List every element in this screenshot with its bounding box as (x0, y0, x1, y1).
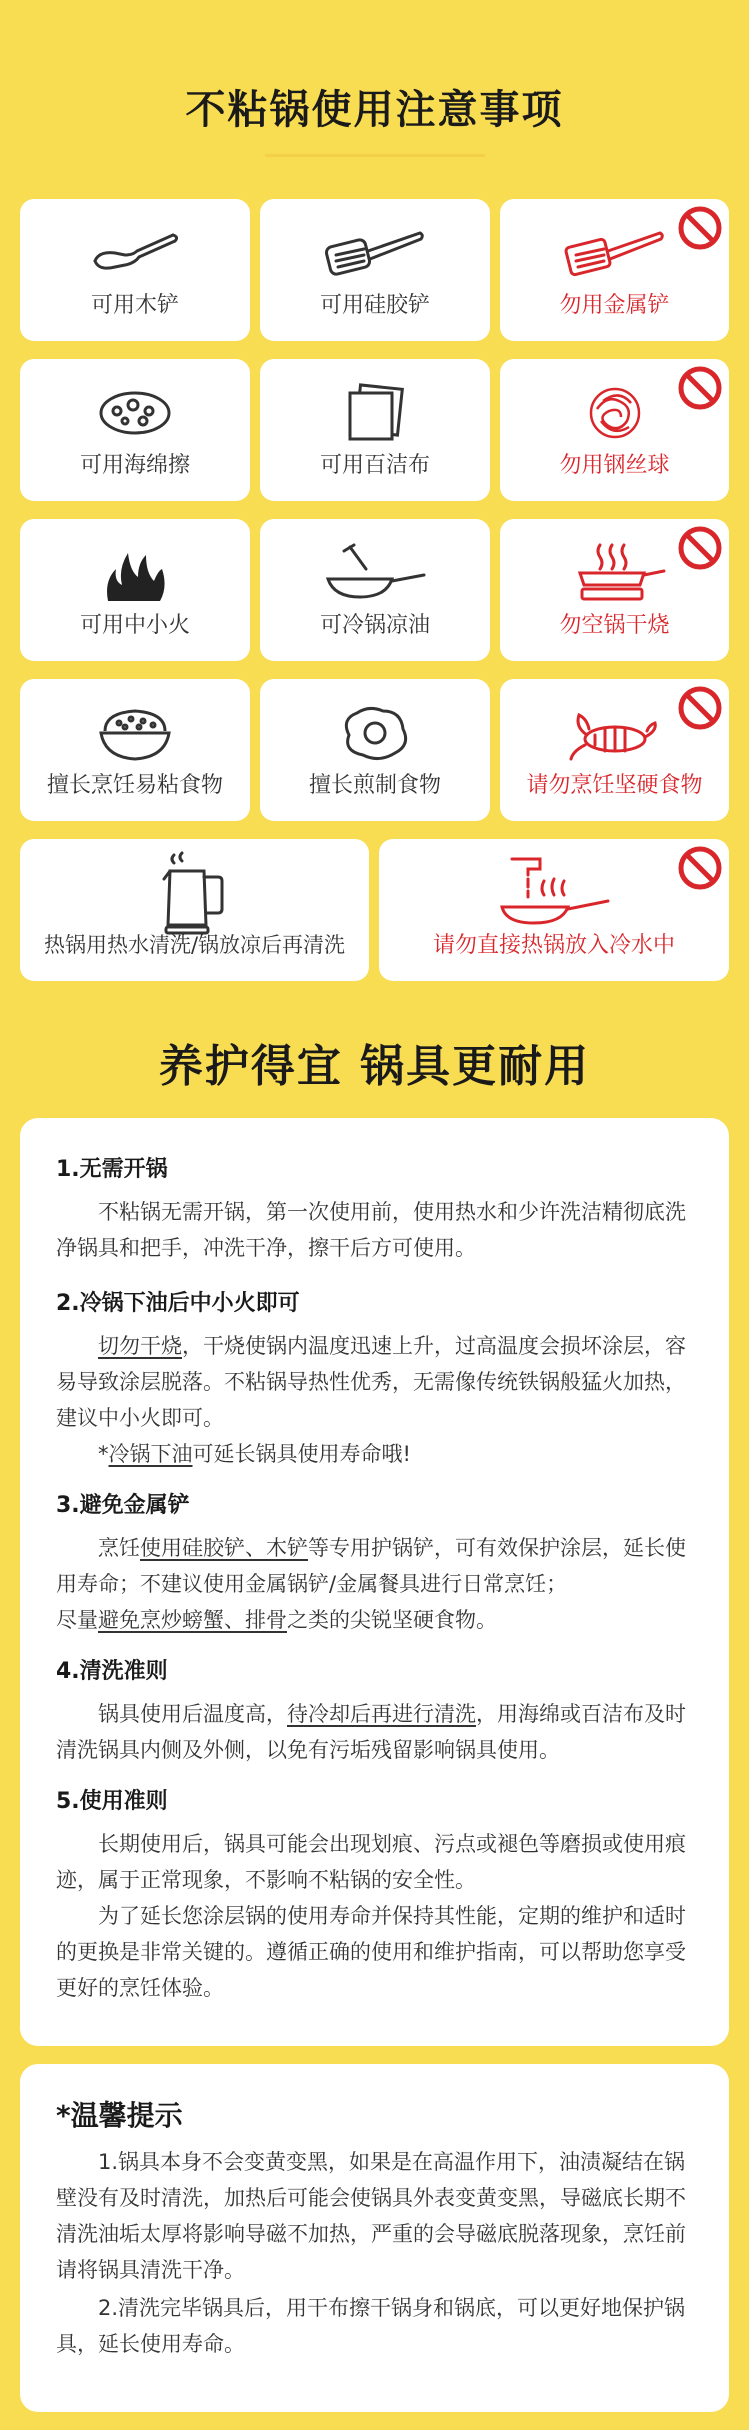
section-text-part: 可延长锅具使用寿命哦! (192, 1442, 411, 1466)
section-text (56, 1530, 696, 1602)
card-sticky-food (20, 679, 250, 821)
page-title: 不粘锅使用注意事项 (185, 87, 564, 133)
card-label: 可用木铲 (90, 293, 179, 318)
note-star: * (98, 1442, 109, 1466)
section-text-part: 烹饪 (98, 1536, 140, 1560)
steel-wool-icon (583, 381, 647, 449)
prohibited-icon (677, 845, 723, 895)
card-label: 勿空锅干烧 (559, 613, 670, 638)
section-text-part: ，干烧使锅内温度迅速上升，过高温度会损坏涂层，容易导致涂层脱落。不粘锅导热性优秀，无需像传统铁锅般猛火加热，建议中小火即可。 (56, 1334, 686, 1430)
card-label: 可用硅胶铲 (319, 293, 430, 318)
section-note (56, 1436, 696, 1472)
section-heading: 1.无需开锅 (56, 1157, 168, 1182)
section-heading: 3.避免金属铲 (56, 1493, 190, 1518)
section-heading: 5.使用准则 (56, 1789, 168, 1814)
underlined-text: 避免烹炒螃蟹、排骨 (98, 1608, 287, 1632)
card-cold-pan-oil (260, 519, 490, 661)
prohibited-icon (677, 205, 723, 255)
section-text-part: 等专用护锅铲，可有效保护涂层，延长使用寿命；不建议使用金属锅铲/金属餐具进行日常烹饪； (56, 1536, 686, 1596)
tips-text (56, 2290, 696, 2362)
card-no-dry-burning (500, 519, 729, 661)
card-hot-water-clean (20, 839, 369, 981)
underlined-text: 使用硅胶铲、木铲 (140, 1536, 308, 1560)
card-medium-low-heat (20, 519, 250, 661)
silicone-spatula-icon (320, 221, 430, 285)
card-silicone-spatula (260, 199, 490, 341)
section-text-part: 长期使用后，锅具可能会出现划痕、污点或褪色等磨损或使用痕迹，属于正常现象，不影响不粘锅的安全性。 (56, 1832, 686, 1892)
card-label: 可用中小火 (79, 613, 190, 638)
care-section-title: 养护得宜 锅具更耐用 (158, 1041, 591, 1092)
card-label: 可用百洁布 (319, 453, 430, 478)
empty-pan-burning-icon (560, 541, 670, 609)
section-text-part: 为了延长您涂层锅的使用寿命并保持其性能，定期的维护和适时的更换是非常关键的。遵循正确的使用和维护指南，可以帮助您享受更好的烹饪体验。 (56, 1904, 686, 2000)
metal-spatula-icon (560, 221, 670, 285)
section-text-part: 尽量 (56, 1608, 98, 1632)
prohibited-icon (677, 525, 723, 575)
card-label: 可用海绵擦 (79, 453, 190, 478)
lobster-icon (565, 701, 665, 769)
prohibited-icon (677, 365, 723, 415)
card-sponge (20, 359, 250, 501)
rice-bowl-icon (95, 701, 175, 769)
tips-text-part: 1.锅具本身不会变黄变黑，如果是在高温作用下，油渍凝结在锅壁没有及时清洗，加热后可能会使锅具外表变黄变黑，导磁底长期不清洗油垢太厚将影响导磁不加热，严重的会导磁底脱落现象，烹饪前请将锅具清洗干净。 (56, 2150, 686, 2282)
underlined-text: 冷锅下油 (108, 1442, 193, 1466)
tips-text (56, 2144, 696, 2288)
tips-heading: *温馨提示 (56, 2099, 183, 2132)
section-text (56, 1696, 696, 1768)
card-steel-wool (500, 359, 729, 501)
underlined-text: 待冷却后再进行清洗 (287, 1702, 476, 1726)
section-text-part: 之类的尖锐坚硬食物。 (287, 1608, 497, 1632)
tips-text-part: 2.清洗完毕锅具后，用干布擦干锅身和锅底，可以更好地保护锅具，延长使用寿命。 (56, 2296, 686, 2356)
card-frying-food (260, 679, 490, 821)
section-text (56, 1194, 696, 1266)
fried-egg-icon (335, 701, 415, 769)
card-label: 勿用钢丝球 (559, 453, 670, 478)
section-heading: 2.冷锅下油后中小火即可 (56, 1291, 300, 1316)
card-label: 勿用金属铲 (559, 293, 670, 318)
wooden-spatula-icon (85, 221, 185, 285)
card-label: 请勿直接热锅放入冷水中 (432, 933, 675, 958)
section-text-part: 不粘锅无需开锅，第一次使用前，使用热水和少许洗洁精彻底洗净锅具和把手，冲洗干净，擦干后方可使用。 (56, 1200, 686, 1260)
title-divider (265, 154, 485, 157)
kettle-icon (160, 851, 230, 939)
care-instructions-panel (20, 1118, 729, 2046)
card-metal-spatula (500, 199, 729, 341)
section-text-part: ，用海绵或百洁布及时清洗锅具内侧及外侧，以免有污垢残留影响锅具使用。 (56, 1702, 686, 1762)
sponge-icon (95, 381, 175, 445)
prohibited-icon (677, 685, 723, 735)
flame-icon (100, 541, 170, 609)
scouring-cloth-icon (340, 381, 410, 449)
card-scouring-cloth (260, 359, 490, 501)
section-text-part: 锅具使用后温度高， (98, 1702, 287, 1726)
card-label: 请勿烹饪坚硬食物 (526, 773, 703, 798)
hot-pan-cold-water-icon (494, 851, 614, 939)
card-no-cold-water (379, 839, 729, 981)
section-heading: 4.清洗准则 (56, 1659, 168, 1684)
card-label: 可冷锅凉油 (319, 613, 430, 638)
underlined-text: 切勿干烧 (98, 1334, 182, 1358)
section-text (56, 1328, 696, 1436)
card-no-hard-food (500, 679, 729, 821)
section-text (56, 1602, 696, 1638)
card-label: 擅长煎制食物 (308, 773, 441, 798)
card-wooden-spatula (20, 199, 250, 341)
card-label: 擅长烹饪易粘食物 (46, 773, 223, 798)
tips-panel (20, 2064, 729, 2412)
cold-pan-oil-icon (320, 541, 430, 609)
section-text (56, 1898, 696, 2006)
card-label: 热锅用热水清洗/锅放凉后再清洗 (43, 933, 346, 957)
section-text (56, 1826, 696, 1898)
